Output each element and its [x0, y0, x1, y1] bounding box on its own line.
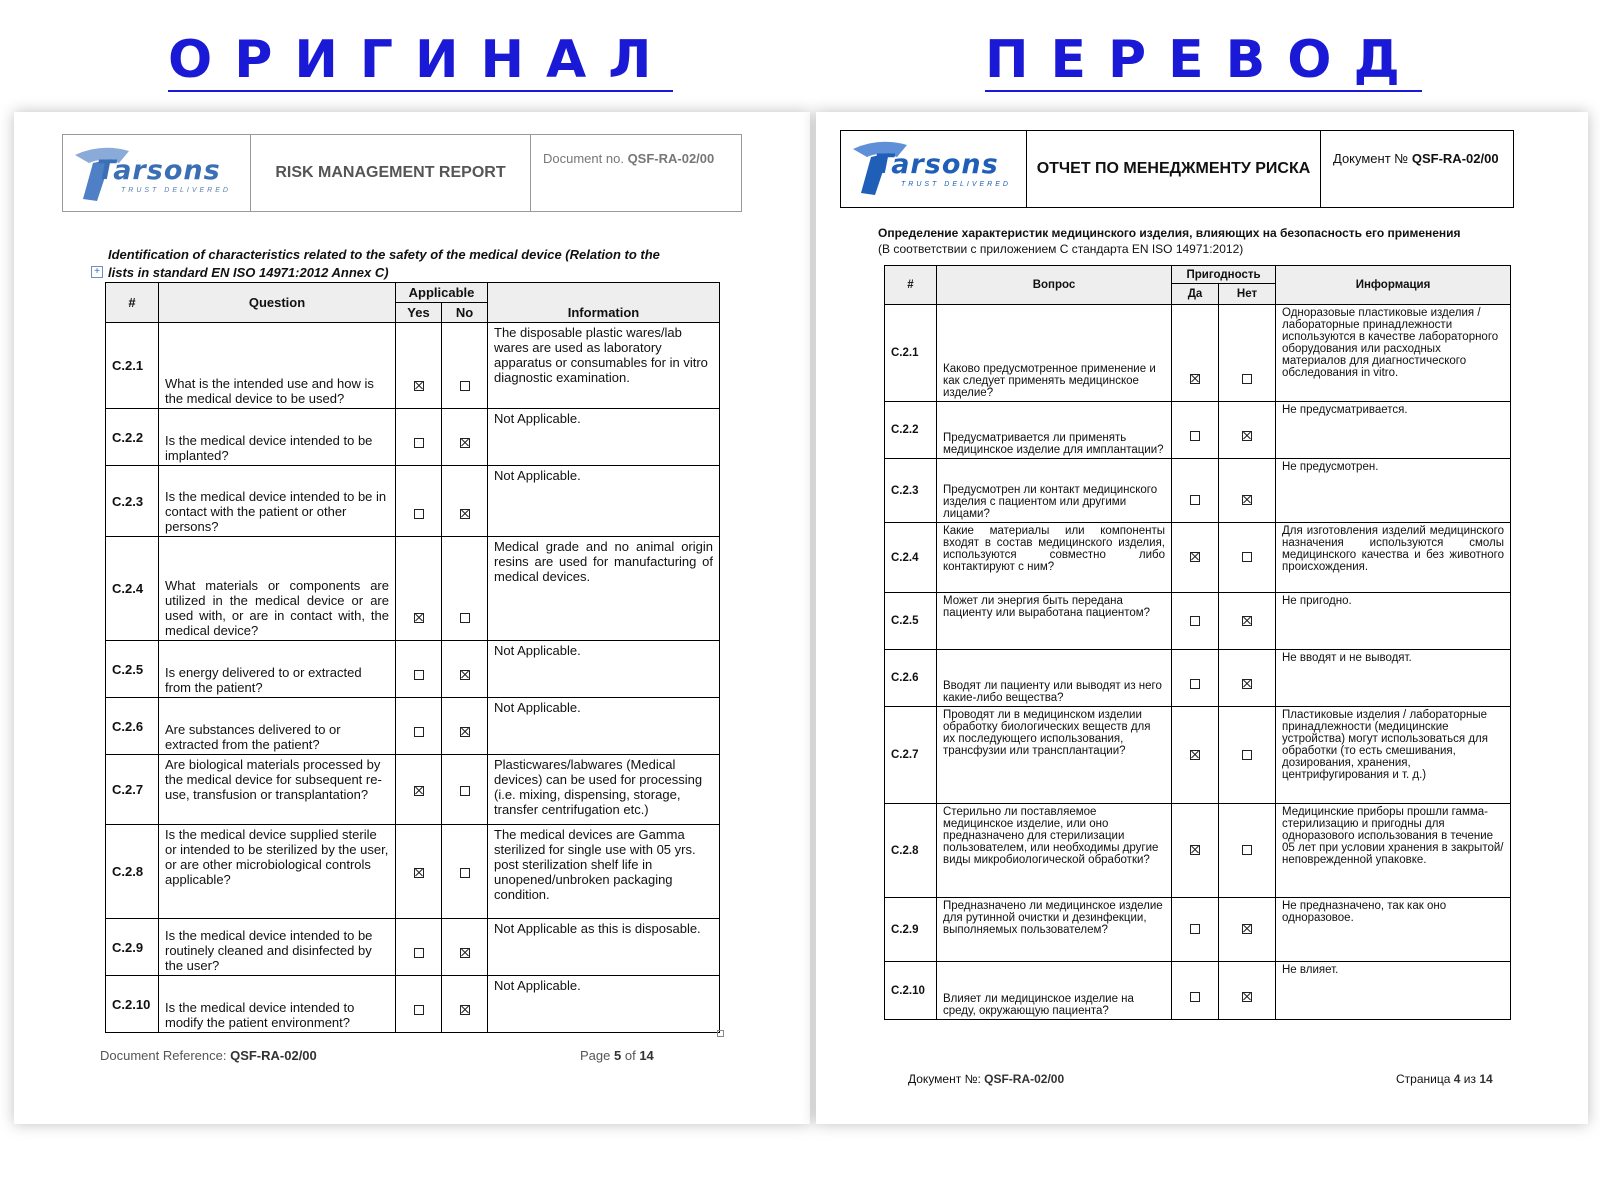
row-no-cell — [1219, 804, 1276, 898]
table-resize-handle[interactable] — [717, 1030, 724, 1037]
row-no-cell — [442, 755, 488, 825]
translation-page — [816, 112, 1588, 1124]
row-no-cell — [442, 976, 488, 1033]
row-id: C.2.9 — [106, 919, 159, 976]
table-caption-translated — [878, 225, 1538, 257]
row-id: C.2.4 — [106, 537, 159, 641]
checked-box-icon[interactable] — [1190, 552, 1200, 562]
table-caption: Identification of characteristics related to the safety of the medical device (Relation to the lists in standard EN ISO 14971:2012 Annex C) — [108, 247, 660, 280]
row-id: C.2.8 — [885, 804, 937, 898]
row-id: C.2.8 — [106, 825, 159, 919]
checked-box-icon[interactable] — [460, 670, 470, 680]
column-header-no: Нет — [1219, 284, 1276, 305]
report-title: RISK MANAGEMENT REPORT — [251, 135, 531, 211]
row-no-cell — [442, 698, 488, 755]
footer-document-reference-translated — [908, 1072, 1064, 1086]
column-header-question: Question — [159, 283, 396, 323]
row-yes-cell — [1172, 459, 1219, 523]
row-yes-cell — [1172, 898, 1219, 962]
row-information: Не влияет. — [1276, 962, 1511, 1020]
checked-box-icon[interactable] — [460, 727, 470, 737]
checked-box-icon[interactable] — [1242, 679, 1252, 689]
original-page — [14, 112, 810, 1124]
row-no-cell — [1219, 962, 1276, 1020]
row-yes-cell — [396, 976, 442, 1033]
row-id: C.2.6 — [885, 650, 937, 707]
row-id: C.2.7 — [106, 755, 159, 825]
unchecked-box-icon[interactable] — [460, 381, 470, 391]
footer-ref-value: QSF-RA-02/00 — [984, 1072, 1065, 1086]
document-number-label: Документ № — [1333, 151, 1409, 166]
table-row — [106, 825, 720, 919]
row-yes-cell — [1172, 523, 1219, 593]
company-logo-translated — [841, 131, 1027, 207]
column-header-information: Information — [488, 283, 720, 323]
row-information: Medical grade and no animal origin resins are used for manufacturing of medical devices. — [488, 537, 720, 641]
row-no-cell — [442, 825, 488, 919]
table-row — [885, 962, 1511, 1020]
table-row — [106, 537, 720, 641]
logo-tagline: TRUST DELIVERED — [901, 181, 1011, 188]
row-no-cell — [1219, 650, 1276, 707]
column-header-applicable: Applicable — [396, 283, 488, 303]
row-information: Plasticwares/labwares (Medical devices) can be used for processing (i.e. mixing, dispensing, storage, transfer centrifugation etc.) — [488, 755, 720, 825]
row-question: Каково предусмотренное применение и как следует применять медицинское изделие? — [937, 305, 1172, 402]
column-header-num: # — [885, 266, 937, 305]
row-information: Not Applicable. — [488, 466, 720, 537]
footer-page-total: 14 — [639, 1048, 654, 1063]
table-move-handle-icon[interactable]: + — [91, 266, 103, 278]
row-question: Are biological materials processed by the medical device for subsequent re-use, transfusion or transplantation? — [159, 755, 396, 825]
table-row — [885, 898, 1511, 962]
row-question: Is the medical device intended to modify the patient environment? — [159, 976, 396, 1033]
row-question: Is energy delivered to or extracted from the patient? — [159, 641, 396, 698]
row-information: Not Applicable. — [488, 641, 720, 698]
checked-box-icon[interactable] — [460, 509, 470, 519]
column-header-information: Информация — [1276, 266, 1511, 305]
row-id: C.2.5 — [106, 641, 159, 698]
footer-page-current: 5 — [614, 1048, 622, 1063]
row-information: Для изготовления изделий медицинского назначения используются смолы медицинского качества и без животного происхождения. — [1276, 523, 1511, 593]
unchecked-box-icon[interactable] — [1190, 924, 1200, 934]
row-question: Стерильно ли поставляемое медицинское изделие, или оно предназначено для стерилизации пользователем, или необходимы другие виды микробиологической обработки? — [937, 804, 1172, 898]
row-no-cell — [1219, 459, 1276, 523]
row-information: Не предназначено, так как оно одноразовое. — [1276, 898, 1511, 962]
row-question: Предназначено ли медицинское изделие для рутинной очистки и дезинфекции, выполняемых пользователем? — [937, 898, 1172, 962]
row-no-cell — [442, 466, 488, 537]
row-yes-cell — [1172, 593, 1219, 650]
table-row — [106, 641, 720, 698]
row-no-cell — [1219, 593, 1276, 650]
row-question: Are substances delivered to or extracted from the patient? — [159, 698, 396, 755]
row-yes-cell — [396, 919, 442, 976]
row-yes-cell — [396, 698, 442, 755]
checked-box-icon[interactable] — [414, 868, 424, 878]
logo-tagline: TRUST DELIVERED — [121, 187, 231, 194]
row-yes-cell — [396, 466, 442, 537]
row-id: C.2.1 — [885, 305, 937, 402]
document-number-label: Document no. — [543, 151, 624, 166]
table-row — [885, 523, 1511, 593]
checked-box-icon[interactable] — [414, 381, 424, 391]
row-question: Is the medical device intended to be implanted? — [159, 409, 396, 466]
unchecked-box-icon[interactable] — [460, 613, 470, 623]
checked-box-icon[interactable] — [460, 948, 470, 958]
row-information: Одноразовые пластиковые изделия / лабораторные принадлежности используются в качестве лабораторного оборудования или расходных материалов для диагностического обследования in vitro. — [1276, 305, 1511, 402]
row-information: Медицинские приборы прошли гамма-стерилизацию и пригодны для одноразового использования в течение 05 лет при условии хранения в закрытой/неповрежденной упаковке. — [1276, 804, 1511, 898]
row-id: C.2.10 — [885, 962, 937, 1020]
unchecked-box-icon[interactable] — [1242, 374, 1252, 384]
checked-box-icon[interactable] — [1242, 924, 1252, 934]
translation-heading: ПЕРЕВОД — [985, 30, 1422, 90]
checked-box-icon[interactable] — [460, 438, 470, 448]
footer-document-reference — [100, 1048, 317, 1063]
footer-page-current: 4 — [1453, 1072, 1461, 1086]
row-id: C.2.9 — [885, 898, 937, 962]
document-number-translated — [1321, 131, 1513, 207]
unchecked-box-icon[interactable] — [414, 727, 424, 737]
row-yes-cell — [1172, 804, 1219, 898]
row-yes-cell — [396, 755, 442, 825]
footer-ref-label: Document Reference: — [100, 1048, 227, 1063]
checked-box-icon[interactable] — [1190, 374, 1200, 384]
footer-page-total: 14 — [1479, 1072, 1493, 1086]
row-question: Предусматривается ли применять медицинское изделие для имплантации? — [937, 402, 1172, 459]
row-yes-cell — [396, 537, 442, 641]
row-yes-cell — [1172, 707, 1219, 804]
document-header-translated — [840, 130, 1514, 208]
column-header-question: Вопрос — [937, 266, 1172, 305]
table-row — [106, 466, 720, 537]
report-title-translated: ОТЧЕТ ПО МЕНЕДЖМЕНТУ РИСКА — [1027, 131, 1321, 207]
document-number — [531, 135, 741, 211]
document-number-value: QSF-RA-02/00 — [1411, 151, 1499, 166]
row-question: Is the medical device supplied sterile or intended to be sterilized by the user, or are other microbiological controls applicable? — [159, 825, 396, 919]
row-no-cell — [442, 323, 488, 409]
caption-line-2: (В соответствии с приложением C стандарта EN ISO 14971:2012) — [878, 242, 1244, 256]
row-information: Not Applicable as this is disposable. — [488, 919, 720, 976]
row-no-cell — [1219, 305, 1276, 402]
row-id: C.2.2 — [106, 409, 159, 466]
row-no-cell — [442, 641, 488, 698]
checked-box-icon[interactable] — [460, 1005, 470, 1015]
footer-page-label: Page — [580, 1048, 611, 1063]
unchecked-box-icon[interactable] — [414, 509, 424, 519]
unchecked-box-icon[interactable] — [460, 786, 470, 796]
original-heading: ОРИГИНАЛ — [168, 30, 674, 90]
document-header — [62, 134, 742, 212]
table-row — [106, 698, 720, 755]
row-information: Not Applicable. — [488, 409, 720, 466]
row-information: Not Applicable. — [488, 698, 720, 755]
unchecked-box-icon[interactable] — [1190, 495, 1200, 505]
logo-wordmark: Tarsons — [875, 149, 999, 180]
row-id: C.2.3 — [885, 459, 937, 523]
row-no-cell — [1219, 707, 1276, 804]
column-header-no: No — [442, 303, 488, 323]
unchecked-box-icon[interactable] — [414, 438, 424, 448]
caption-line-1: Определение характеристик медицинского изделия, влияющих на безопасность его применения — [878, 226, 1461, 240]
row-question: Может ли энергия быть передана пациенту или выработана пациентом? — [937, 593, 1172, 650]
table-row — [885, 593, 1511, 650]
row-no-cell — [442, 537, 488, 641]
column-header-num: # — [106, 283, 159, 323]
row-yes-cell — [1172, 962, 1219, 1020]
unchecked-box-icon[interactable] — [414, 670, 424, 680]
table-row — [106, 323, 720, 409]
row-information: Не вводят и не выводят. — [1276, 650, 1511, 707]
unchecked-box-icon[interactable] — [1242, 552, 1252, 562]
footer-ref-label: Документ №: — [908, 1072, 981, 1086]
row-no-cell — [1219, 402, 1276, 459]
footer-ref-value: QSF-RA-02/00 — [230, 1048, 317, 1063]
row-no-cell — [442, 919, 488, 976]
checked-box-icon[interactable] — [1242, 431, 1252, 441]
row-question: Вводят ли пациенту или выводят из него какие-либо вещества? — [937, 650, 1172, 707]
table-row — [885, 650, 1511, 707]
row-information: Не предусматривается. — [1276, 402, 1511, 459]
footer-page-number — [580, 1048, 654, 1063]
row-yes-cell — [1172, 402, 1219, 459]
row-question: Is the medical device intended to be routinely cleaned and disinfected by the user? — [159, 919, 396, 976]
row-id: C.2.6 — [106, 698, 159, 755]
row-id: C.2.10 — [106, 976, 159, 1033]
row-id: C.2.3 — [106, 466, 159, 537]
row-id: C.2.1 — [106, 323, 159, 409]
row-yes-cell — [396, 825, 442, 919]
row-no-cell — [442, 409, 488, 466]
row-information: Не предусмотрен. — [1276, 459, 1511, 523]
row-information: The medical devices are Gamma sterilized for single use with 05 yrs. post sterilization shelf life in unopened/unbroken packaging condition. — [488, 825, 720, 919]
unchecked-box-icon[interactable] — [414, 1005, 424, 1015]
row-id: C.2.5 — [885, 593, 937, 650]
row-information: Пластиковые изделия / лабораторные принадлежности (медицинские устройства) могут использоваться для обработки (то есть смешивания, дозирования, хранения, центрифугирования и т. д.) — [1276, 707, 1511, 804]
document-number-value: QSF-RA-02/00 — [627, 151, 715, 166]
footer-page-of: of — [624, 1048, 636, 1063]
table-row — [106, 755, 720, 825]
row-information: Не пригодно. — [1276, 593, 1511, 650]
row-no-cell — [1219, 523, 1276, 593]
row-question: What materials or components are utilized in the medical device or are used with, or are in contact with, the medical device? — [159, 537, 396, 641]
table-row — [885, 305, 1511, 402]
company-logo — [63, 135, 251, 211]
checked-box-icon[interactable] — [414, 786, 424, 796]
unchecked-box-icon[interactable] — [1242, 845, 1252, 855]
row-id: C.2.7 — [885, 707, 937, 804]
row-information: The disposable plastic wares/lab wares are used as laboratory apparatus or consumables for in vitro diagnostic examination. — [488, 323, 720, 409]
row-yes-cell — [1172, 305, 1219, 402]
row-id: C.2.4 — [885, 523, 937, 593]
footer-page-label: Страница — [1396, 1072, 1451, 1086]
footer-page-number-translated — [1396, 1072, 1493, 1086]
unchecked-box-icon[interactable] — [1190, 992, 1200, 1002]
unchecked-box-icon[interactable] — [414, 948, 424, 958]
row-yes-cell — [1172, 650, 1219, 707]
column-header-yes: Да — [1172, 284, 1219, 305]
row-yes-cell — [396, 323, 442, 409]
risk-characteristics-table-translated — [884, 265, 1511, 1020]
checked-box-icon[interactable] — [1190, 750, 1200, 760]
unchecked-box-icon[interactable] — [460, 868, 470, 878]
risk-characteristics-table — [105, 282, 720, 1033]
row-question: What is the intended use and how is the medical device to be used? — [159, 323, 396, 409]
column-header-yes: Yes — [396, 303, 442, 323]
row-no-cell — [1219, 898, 1276, 962]
checked-box-icon[interactable] — [1242, 616, 1252, 626]
table-row — [885, 459, 1511, 523]
checked-box-icon[interactable] — [1242, 495, 1252, 505]
unchecked-box-icon[interactable] — [1190, 431, 1200, 441]
checked-box-icon[interactable] — [1242, 992, 1252, 1002]
row-information: Not Applicable. — [488, 976, 720, 1033]
table-row — [885, 707, 1511, 804]
checked-box-icon[interactable] — [414, 613, 424, 623]
checked-box-icon[interactable] — [1190, 845, 1200, 855]
row-question: Предусмотрен ли контакт медицинского изделия с пациентом или другими лицами? — [937, 459, 1172, 523]
table-row — [885, 402, 1511, 459]
row-question: Влияет ли медицинское изделие на среду, окружающую пациента? — [937, 962, 1172, 1020]
row-question: Is the medical device intended to be in contact with the patient or other persons? — [159, 466, 396, 537]
table-row — [106, 976, 720, 1033]
column-header-applicable: Пригодность — [1172, 266, 1276, 284]
row-yes-cell — [396, 641, 442, 698]
table-row — [885, 804, 1511, 898]
unchecked-box-icon[interactable] — [1190, 679, 1200, 689]
table-row — [106, 409, 720, 466]
unchecked-box-icon[interactable] — [1190, 616, 1200, 626]
unchecked-box-icon[interactable] — [1242, 750, 1252, 760]
row-yes-cell — [396, 409, 442, 466]
logo-wordmark: Tarsons — [97, 155, 221, 186]
row-question: Какие материалы или компоненты входят в состав медицинского изделия, используются совместно либо контактируют с ним? — [937, 523, 1172, 593]
table-row — [106, 919, 720, 976]
footer-page-of: из — [1463, 1072, 1476, 1086]
row-id: C.2.2 — [885, 402, 937, 459]
row-question: Проводят ли в медицинском изделии обработку биологических веществ для их последующего использования, трансфузии или трансплантации? — [937, 707, 1172, 804]
